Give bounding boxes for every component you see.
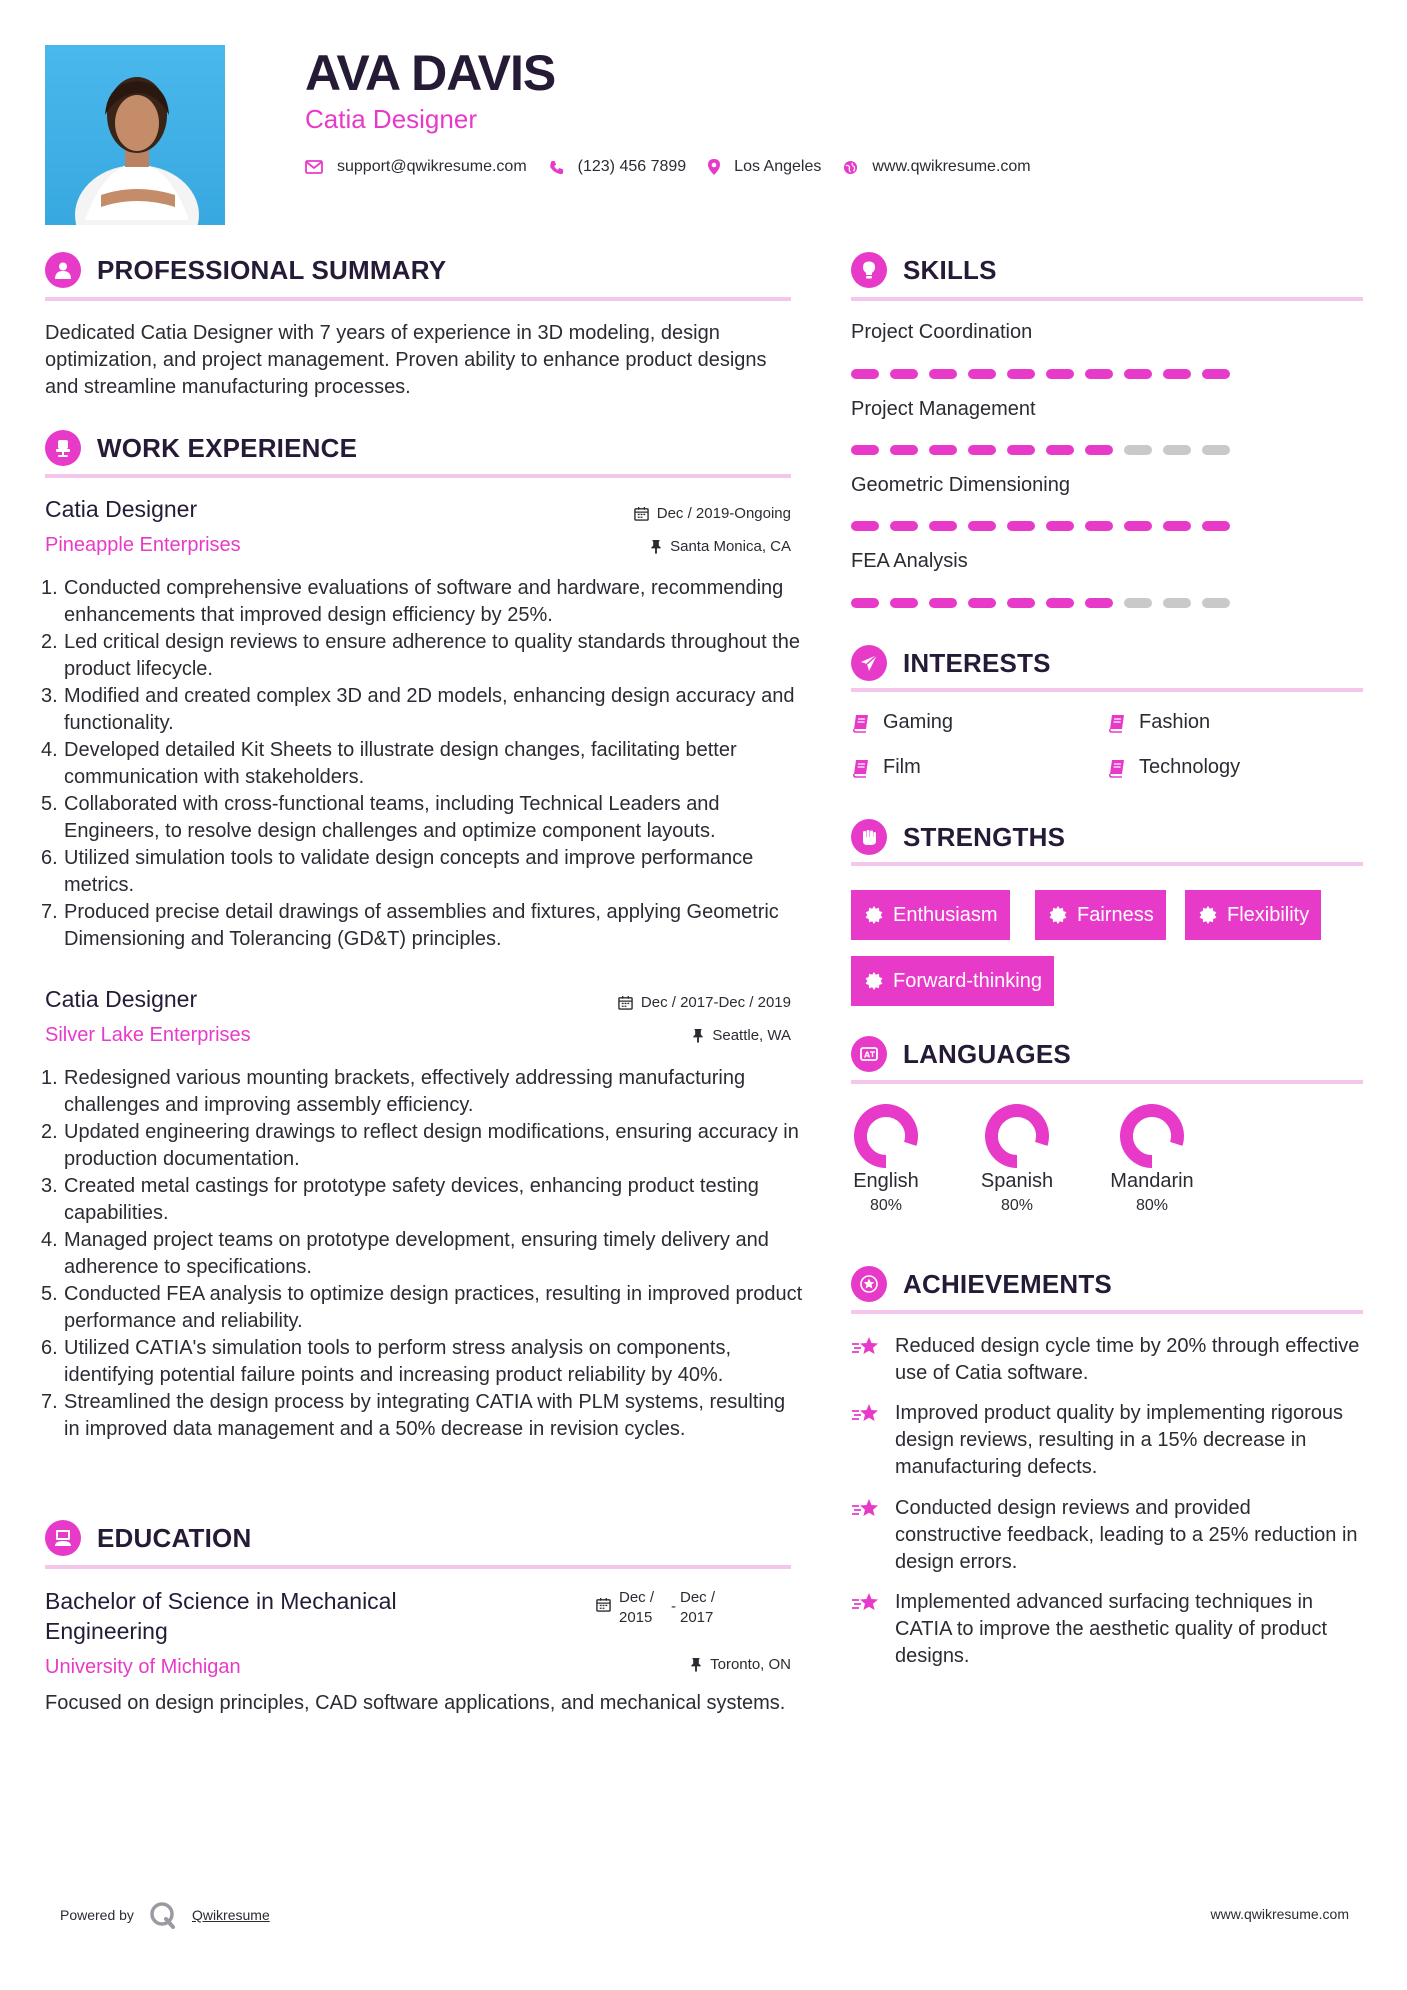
language-percent: 80% <box>1135 1197 1169 1214</box>
email-text: support@qwikresume.com <box>337 158 527 175</box>
rating-dash-filled <box>1085 521 1113 531</box>
education-end: Dec / 2017 <box>680 1589 716 1626</box>
rating-dash-filled <box>1202 521 1230 531</box>
skill-name: Project Management <box>851 398 1036 420</box>
shooting-star-icon <box>851 1497 883 1521</box>
interest-item <box>851 756 921 779</box>
strength-tag <box>851 890 1010 940</box>
rating-dash-empty <box>1163 598 1191 608</box>
experience-title: WORK EXPERIENCE <box>97 432 358 463</box>
job-dates <box>634 505 791 522</box>
pushpin-icon <box>692 1028 704 1043</box>
rating-dash-filled <box>929 598 957 608</box>
paper-plane-icon <box>851 645 887 681</box>
job-location <box>650 538 791 555</box>
list-item: Utilized simulation tools to validate design concepts and improve performance metrics. <box>64 847 754 896</box>
job-bullets <box>45 1065 805 1443</box>
location-text: Los Angeles <box>734 158 822 175</box>
degree-title: Bachelor of Science in Mechanical Engineering <box>45 1588 397 1644</box>
education-description: Focused on design principles, CAD software applications, and mechanical systems. <box>45 1692 786 1714</box>
rating-dash-filled <box>1007 598 1035 608</box>
date-separator: - <box>671 1598 676 1615</box>
chair-icon <box>45 430 81 466</box>
list-item: Utilized CATIA's simulation tools to perform stress analysis on components, identifying potential failure points and increasing product reliability by 40%. <box>64 1337 732 1386</box>
calendar-icon <box>596 1597 611 1612</box>
rating-dash-filled <box>1124 521 1152 531</box>
rating-dash-filled <box>890 598 918 608</box>
rating-dash-filled <box>890 521 918 531</box>
rating-dash-filled <box>968 598 996 608</box>
job-title: Catia Designer <box>45 986 198 1012</box>
list-item: Redesigned various mounting brackets, effectively addressing manufacturing challenges and improving assembly efficiency. <box>64 1067 746 1116</box>
interest-label: Technology <box>1139 756 1241 778</box>
graduate-icon <box>45 1520 81 1556</box>
interests-section-header <box>851 645 1051 681</box>
education-dates <box>596 1588 728 1628</box>
svg-text:A: A <box>864 1050 871 1060</box>
language-item <box>841 1104 931 1215</box>
rating-dash-filled <box>929 521 957 531</box>
candidate-name: AVA DAVIS <box>305 45 556 101</box>
rating-dash-filled <box>968 521 996 531</box>
rating-dash-filled <box>1046 598 1074 608</box>
language-name: Mandarin <box>1110 1170 1194 1192</box>
strengths-section-header <box>851 819 1065 855</box>
interest-label: Gaming <box>883 711 954 733</box>
contact-bar <box>305 158 1053 176</box>
summary-section-header <box>45 252 446 288</box>
summary-rule <box>45 297 791 301</box>
list-item: Conducted FEA analysis to optimize design practices, resulting in improved product performance and reliability. <box>64 1283 803 1332</box>
skill-name: FEA Analysis <box>851 550 968 572</box>
rating-dash-filled <box>851 598 879 608</box>
list-item: Developed detailed Kit Sheets to illustrate design changes, facilitating better communication with stakeholders. <box>64 739 737 788</box>
languages-title: LANGUAGES <box>903 1038 1071 1069</box>
education-title: EDUCATION <box>97 1522 252 1553</box>
rating-dash-filled <box>1085 445 1113 455</box>
rating-dash-filled <box>968 445 996 455</box>
list-item: Managed project teams on prototype development, ensuring timely delivery and adherence to specifications. <box>64 1229 769 1278</box>
strength-label: Forward-thinking <box>893 969 1042 992</box>
rating-dash-filled <box>1007 521 1035 531</box>
rating-dash-empty <box>1124 445 1152 455</box>
candidate-role: Catia Designer <box>305 104 477 134</box>
list-item: Streamlined the design process by integrating CATIA with PLM systems, resulting in improved data management and a 50% decrease in revision cycles. <box>64 1391 786 1440</box>
interest-item <box>1107 756 1240 779</box>
rating-dash-filled <box>929 369 957 379</box>
job-dates-text: Dec / 2019-Ongoing <box>656 505 791 522</box>
calendar-icon <box>634 506 649 521</box>
badge-star-icon <box>1049 906 1067 924</box>
language-ring <box>854 1104 918 1168</box>
contact-website[interactable] <box>843 158 1030 176</box>
list-item: Collaborated with cross-functional teams, including Technical Leaders and Engineers, to resolve design challenges and optimize component layouts. <box>64 793 720 842</box>
language-progress-arc <box>1127 1111 1178 1162</box>
strength-tag <box>1185 890 1321 940</box>
book-icon <box>851 758 871 778</box>
list-item: Modified and created complex 3D and 2D models, enhancing design accuracy and functionality. <box>64 685 795 734</box>
school-name: University of Michigan <box>45 1656 241 1678</box>
book-icon <box>851 713 871 733</box>
rating-dash-filled <box>1085 598 1113 608</box>
strength-label: Enthusiasm <box>893 903 998 926</box>
rating-dash-filled <box>851 445 879 455</box>
achievements-rule <box>851 1310 1363 1314</box>
education-location <box>690 1656 791 1673</box>
language-item <box>972 1104 1062 1215</box>
language-item <box>1107 1104 1197 1215</box>
job-dates-text: Dec / 2017-Dec / 2019 <box>640 994 791 1011</box>
skill-name: Project Coordination <box>851 321 1033 343</box>
achievement-text: Reduced design cycle time by 20% through effective use of Catia software. <box>895 1335 1360 1384</box>
strengths-rule <box>851 862 1363 866</box>
summary-text: Dedicated Catia Designer with 7 years of experience in 3D modeling, design optimization, and project management. Proven ability to enhance product designs and streamline manufacturing processes. <box>45 322 767 398</box>
footer-site-link[interactable]: www.qwikresume.com <box>1210 1906 1349 1922</box>
footer-powered-by <box>60 1900 270 1930</box>
skill-rating <box>851 598 1241 608</box>
rating-dash-filled <box>1085 369 1113 379</box>
globe-icon <box>843 160 858 175</box>
language-ring <box>1120 1104 1184 1168</box>
user-icon <box>45 252 81 288</box>
job-location <box>692 1027 791 1044</box>
phone-text: (123) 456 7899 <box>577 158 687 175</box>
badge-star-icon <box>1199 906 1217 924</box>
summary-title: PROFESSIONAL SUMMARY <box>97 254 447 285</box>
rating-dash-filled <box>968 369 996 379</box>
strengths-title: STRENGTHS <box>903 821 1066 852</box>
interests-rule <box>851 688 1363 692</box>
job-location-text: Santa Monica, CA <box>670 538 791 555</box>
language-icon <box>851 1036 887 1072</box>
rating-dash-filled <box>851 369 879 379</box>
interest-label: Film <box>883 756 921 778</box>
strength-label: Fairness <box>1077 903 1154 926</box>
interest-item <box>1107 711 1210 734</box>
languages-rule <box>851 1080 1363 1084</box>
skills-section-header <box>851 252 997 288</box>
rating-dash-filled <box>1007 369 1035 379</box>
rating-dash-filled <box>1124 369 1152 379</box>
pushpin-icon <box>690 1657 702 1672</box>
award-star-icon <box>851 1266 887 1302</box>
list-item: Updated engineering drawings to reflect design modifications, ensuring accuracy in production documentation. <box>64 1121 799 1170</box>
profile-photo <box>45 45 225 225</box>
contact-location <box>708 158 821 176</box>
language-percent: 80% <box>869 1197 903 1214</box>
list-item: Created metal castings for prototype safety devices, enhancing product testing capabilities. <box>64 1175 759 1224</box>
pushpin-icon <box>650 539 662 554</box>
list-item: Led critical design reviews to ensure adherence to quality standards throughout the product lifecycle. <box>64 631 801 680</box>
job-title: Catia Designer <box>45 496 198 522</box>
job-location-text: Seattle, WA <box>712 1027 791 1044</box>
achievement-item <box>851 1495 1363 1576</box>
rating-dash-filled <box>1163 369 1191 379</box>
languages-section-header <box>851 1036 1071 1072</box>
language-percent: 80% <box>1000 1197 1034 1214</box>
achievement-text: Conducted design reviews and provided constructive feedback, leading to a 25% reduction in design errors. <box>895 1497 1358 1573</box>
strength-tag <box>851 956 1054 1006</box>
powered-by-label: Powered by <box>60 1907 134 1923</box>
achievement-text: Implemented advanced surfacing techniques in CATIA to improve the aesthetic quality of product designs. <box>895 1591 1328 1667</box>
strength-label: Flexibility <box>1227 903 1310 926</box>
rating-dash-filled <box>890 369 918 379</box>
contact-email[interactable] <box>305 158 527 176</box>
phone-icon <box>549 160 564 175</box>
company-name: Silver Lake Enterprises <box>45 1024 251 1046</box>
education-start: Dec / 2015 <box>619 1589 655 1626</box>
fist-icon <box>851 819 887 855</box>
rating-dash-empty <box>1124 598 1152 608</box>
rating-dash-empty <box>1202 598 1230 608</box>
job-dates <box>618 994 791 1011</box>
language-ring <box>985 1104 1049 1168</box>
list-item: Produced precise detail drawings of assemblies and fixtures, applying Geometric Dimensioning and Tolerancing (GD&T) principles. <box>64 901 779 950</box>
lightbulb-icon <box>851 252 887 288</box>
rating-dash-filled <box>890 445 918 455</box>
rating-dash-filled <box>1046 521 1074 531</box>
rating-dash-filled <box>1046 369 1074 379</box>
company-name: Pineapple Enterprises <box>45 534 241 556</box>
experience-section-header <box>45 430 357 466</box>
achievement-item <box>851 1589 1363 1670</box>
shooting-star-icon <box>851 1335 883 1359</box>
job-bullets <box>45 575 805 953</box>
language-progress-arc <box>861 1111 912 1162</box>
list-item: Conducted comprehensive evaluations of software and hardware, recommending enhancements that improved design efficiency by 25%. <box>64 577 784 626</box>
badge-star-icon <box>865 906 883 924</box>
map-pin-icon <box>708 159 720 175</box>
language-name: Spanish <box>980 1170 1054 1192</box>
skill-rating <box>851 369 1241 379</box>
achievements-title: ACHIEVEMENTS <box>903 1268 1112 1299</box>
contact-phone[interactable] <box>549 158 687 176</box>
experience-rule <box>45 474 791 478</box>
language-name: English <box>853 1170 919 1192</box>
achievements-section-header <box>851 1266 1112 1302</box>
rating-dash-empty <box>1163 445 1191 455</box>
skills-rule <box>851 297 1363 301</box>
rating-dash-filled <box>1163 521 1191 531</box>
skill-rating <box>851 521 1241 531</box>
rating-dash-filled <box>1046 445 1074 455</box>
shooting-star-icon <box>851 1591 883 1615</box>
rating-dash-filled <box>929 445 957 455</box>
achievement-item <box>851 1400 1363 1481</box>
achievement-text: Improved product quality by implementing rigorous design reviews, resulting in a 15% decrease in manufacturing defects. <box>895 1402 1343 1478</box>
book-icon <box>1107 713 1127 733</box>
interest-label: Fashion <box>1139 711 1211 733</box>
education-location-text: Toronto, ON <box>710 1656 791 1673</box>
rating-dash-filled <box>851 521 879 531</box>
shooting-star-icon <box>851 1402 883 1426</box>
skills-title: SKILLS <box>903 254 997 285</box>
rating-dash-empty <box>1202 445 1230 455</box>
language-progress-arc <box>992 1111 1043 1162</box>
book-icon <box>1107 758 1127 778</box>
skill-name: Geometric Dimensioning <box>851 474 1070 496</box>
qwikresume-logo-icon <box>148 1900 178 1930</box>
interests-title: INTERESTS <box>903 647 1051 678</box>
education-section-header <box>45 1520 251 1556</box>
achievement-item <box>851 1333 1363 1387</box>
strength-tag <box>1035 890 1166 940</box>
calendar-icon <box>618 995 633 1010</box>
rating-dash-filled <box>1202 369 1230 379</box>
envelope-icon <box>305 160 323 174</box>
badge-star-icon <box>865 972 883 990</box>
skill-rating <box>851 445 1241 455</box>
education-rule <box>45 1565 791 1569</box>
rating-dash-filled <box>1007 445 1035 455</box>
brand-link[interactable]: Qwikresume <box>191 1907 270 1923</box>
interest-item <box>851 711 953 734</box>
website-text: www.qwikresume.com <box>872 158 1031 175</box>
